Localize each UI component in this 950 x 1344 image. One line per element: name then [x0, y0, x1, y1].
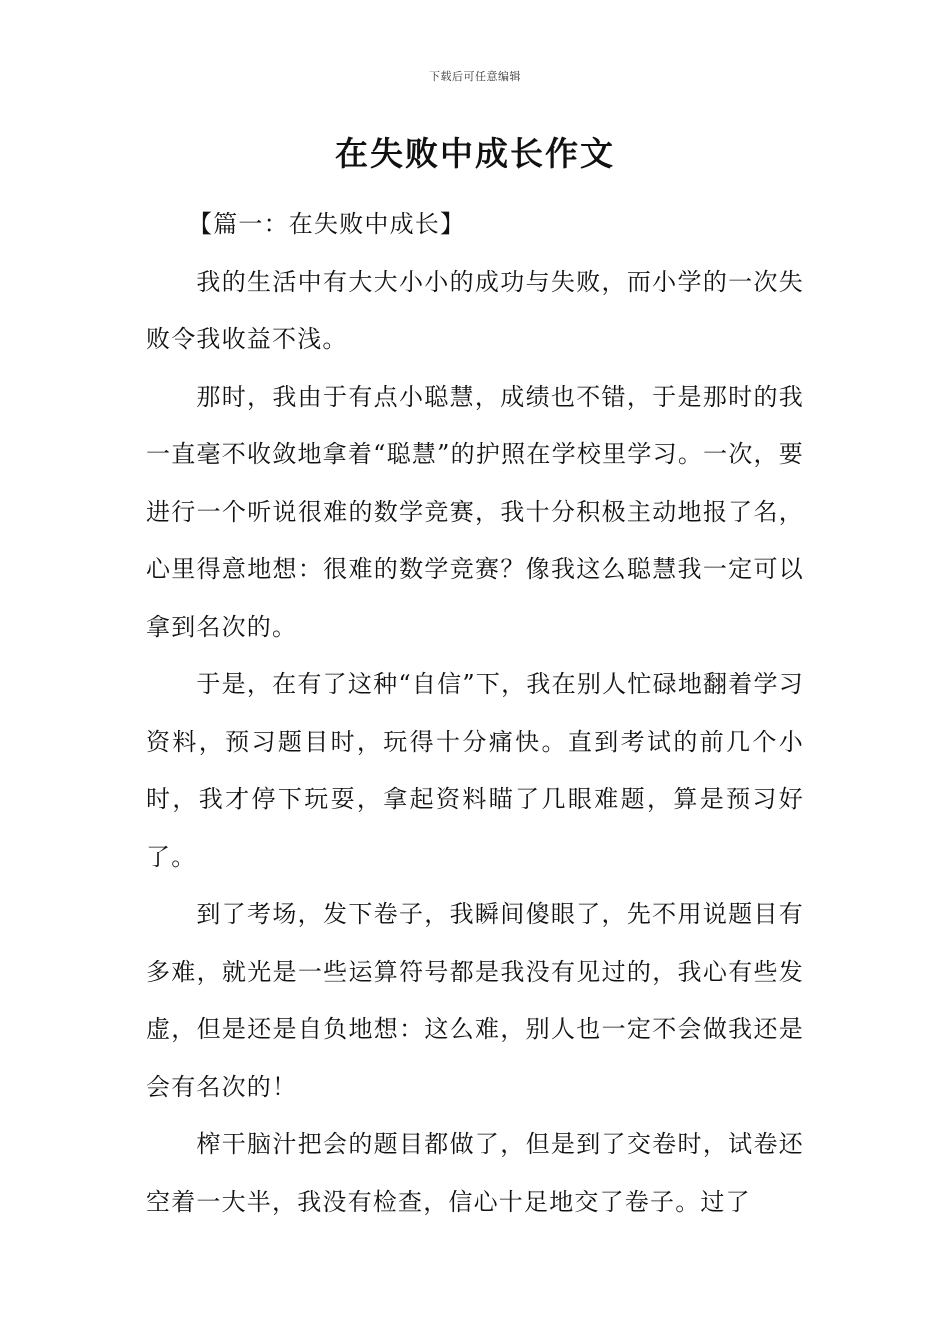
- paragraph: 那时，我由于有点小聪慧，成绩也不错，于是那时的我一直毫不收敛地拿着“聪慧”的护照在学校里学习。一次，要进行一个听说很难的数学竞赛，我十分积极主动地报了名，心里得意地想：很难的数学竞赛？像我这么聪慧我一定可以拿到名次的。: [146, 382, 804, 641]
- document-title: 在失败中成长作文: [335, 134, 615, 173]
- paragraph: 于是，在有了这种“自信”下，我在别人忙碌地翻着学习资料，预习题目时，玩得十分痛快。直到考试的前几个小时，我才停下玩耍，拿起资料瞄了几眼难题，算是预习好了。: [146, 670, 804, 871]
- paragraph: 到了考场，发下卷子，我瞬间傻眼了，先不用说题目有多难，就光是一些运算符号都是我没有见过的，我心有些发虚，但是还是自负地想：这么难，别人也一定不会做我还是会有名次的！: [146, 900, 804, 1101]
- paragraph: 我的生活中有大大小小的成功与失败，而小学的一次失败令我收益不浅。: [146, 267, 804, 353]
- header-note: 下载后可任意编辑: [429, 70, 521, 83]
- section-heading: 【篇一：在失败中成长】: [188, 210, 466, 238]
- document-body: [146, 196, 804, 1231]
- paragraph: 榨干脑汁把会的题目都做了，但是到了交卷时，试卷还空着一大半，我没有检查，信心十足地交了卷子。过了: [146, 1130, 804, 1216]
